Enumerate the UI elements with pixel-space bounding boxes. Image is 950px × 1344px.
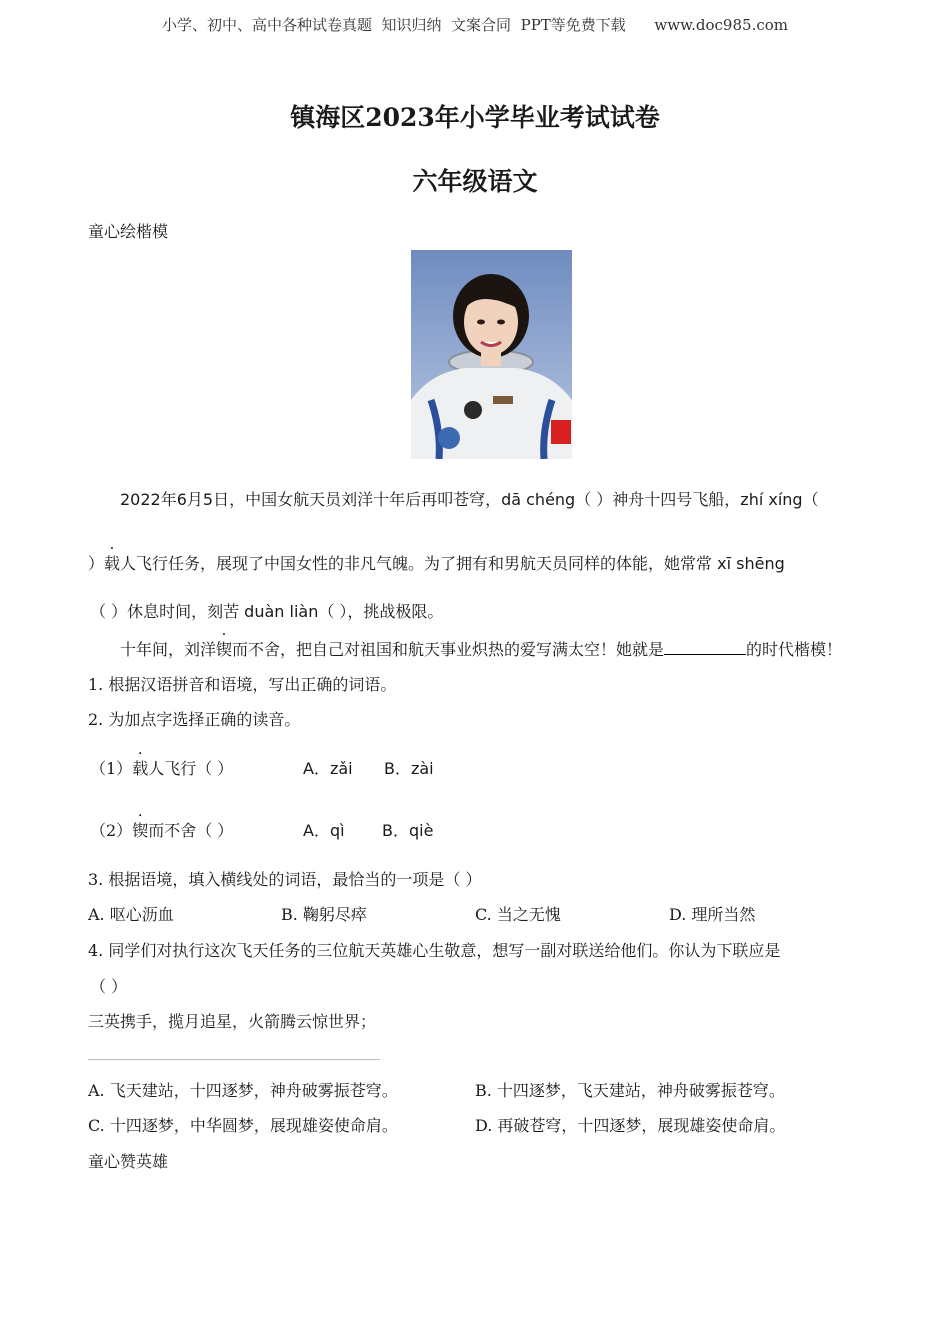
q2b-option-b[interactable]: B．qiè <box>382 821 434 840</box>
dotted-char-zai: 载 <box>104 554 121 573</box>
passage-line-1-text: 2022年6月5日，中国女航天员刘洋十年后再叩苍穹，dā chéng（ ）神舟十四号飞船，zhí xíng（ <box>120 490 819 509</box>
couplet-first-line: 三英携手，揽月追星，火箭腾云惊世界； <box>88 1012 377 1031</box>
question-4-paren: （ ） <box>90 977 128 996</box>
q4-option-c[interactable]: C. 十四逐梦，中华圆梦，展现雄姿使命肩。 <box>88 1116 398 1135</box>
passage-line-2-pre: ） <box>88 554 105 573</box>
passage-line-2 <box>88 551 785 574</box>
q2b-option-a[interactable]: A．qì <box>303 821 345 840</box>
q3-option-d[interactable]: D. 理所当然 <box>669 905 756 924</box>
q4-option-a[interactable]: A. 飞天建站，十四逐梦，神舟破雾振苍穹。 <box>88 1081 398 1100</box>
section-heading-2: 童心赞英雄 <box>88 1152 169 1171</box>
q2a-option-a[interactable]: A．zǎi <box>303 759 353 778</box>
q2a-num: （1） <box>90 759 133 778</box>
q2b-dotted-char: 锲 <box>132 821 149 840</box>
section-heading-1: 童心绘楷模 <box>88 222 169 241</box>
exam-subtitle: 六年级语文 <box>412 167 538 196</box>
question-4: 4. 同学们对执行这次飞天任务的三位航天英雄心生敬意，想写一副对联送给他们。你认为下联应是 <box>88 941 781 960</box>
page-header: 小学、初中、高中各种试卷真题 知识归纳 文案合同 PPT等免费下载 www.doc985.com <box>161 16 788 34</box>
passage-line-1 <box>120 487 819 510</box>
q4-option-b[interactable]: B. 十四逐梦，飞天建站，神舟破雾振苍穹。 <box>475 1081 785 1100</box>
q3-option-b[interactable]: B. 鞠躬尽瘁 <box>281 905 367 924</box>
answer-line <box>88 1059 380 1060</box>
question-2-item-2 <box>90 818 233 841</box>
q2b-num: （2） <box>90 821 133 840</box>
passage-line-3: （ ）休息时间，刻苦 duàn liàn（ ），挑战极限。 <box>90 602 444 621</box>
passage-line-4 <box>120 637 842 660</box>
passage-line-4-mid: 而不舍，把自己对祖国和航天事业炽热的爱写满太空！她就是 <box>232 640 665 659</box>
question-3: 3. 根据语境，填入横线处的词语，最恰当的一项是（ ） <box>88 870 482 889</box>
q3-option-a[interactable]: A. 呕心沥血 <box>88 905 174 924</box>
passage-line-4-post: 的时代楷模！ <box>746 640 843 659</box>
q2b-text: 而不舍（ ） <box>148 821 234 840</box>
question-1: 1. 根据汉语拼音和语境，写出正确的词语。 <box>88 675 397 694</box>
dotted-char-qie: 锲 <box>216 640 233 659</box>
astronaut-photo <box>411 250 572 459</box>
question-2-item-1 <box>90 756 233 779</box>
passage-line-4-pre: 十年间，刘洋 <box>120 640 217 659</box>
q4-option-d[interactable]: D. 再破苍穹，十四逐梦，展现雄姿使命肩。 <box>475 1116 786 1135</box>
exam-title: 镇海区2023年小学毕业考试试卷 <box>290 103 660 132</box>
question-2: 2. 为加点字选择正确的读音。 <box>88 710 301 729</box>
q2a-option-b[interactable]: B．zài <box>384 759 434 778</box>
passage-line-2-post: 人飞行任务，展现了中国女性的非凡气魄。为了拥有和男航天员同样的体能，她常常 xī shēng <box>120 554 785 573</box>
q3-option-c[interactable]: C. 当之无愧 <box>475 905 561 924</box>
q2a-text: 人飞行（ ） <box>148 759 234 778</box>
answer-blank[interactable] <box>664 640 746 655</box>
q2a-dotted-char: 载 <box>132 759 149 778</box>
